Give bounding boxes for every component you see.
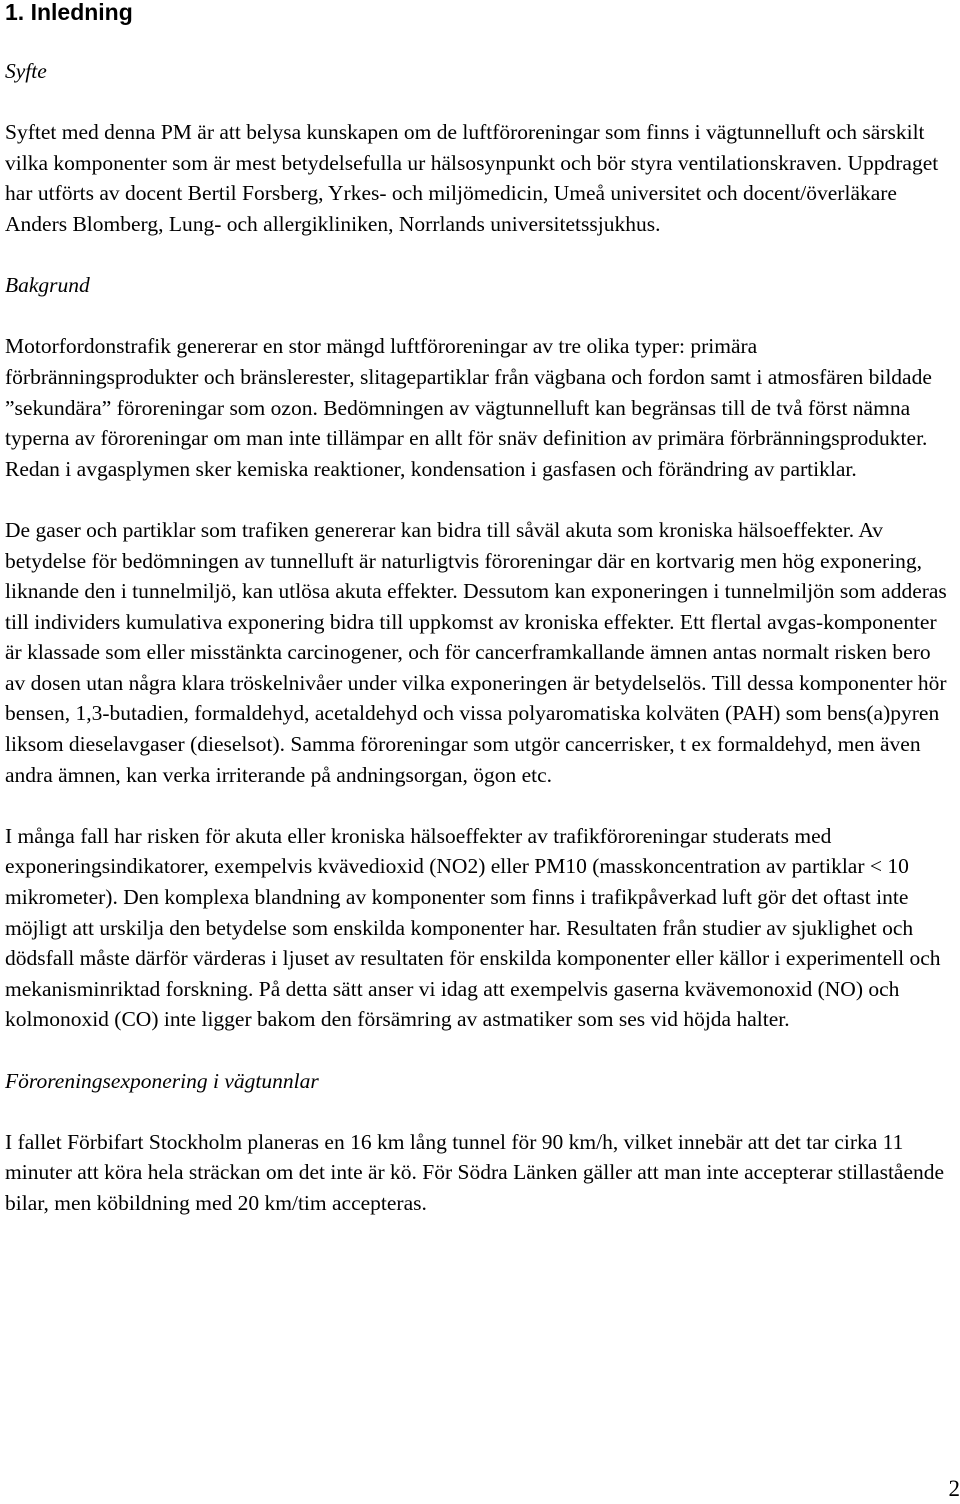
spacer <box>5 25 950 56</box>
section-heading-syfte: Syfte <box>5 59 47 83</box>
paragraph-syfte: Syftet med denna PM är att belysa kunskapen om de luftföroreningar som finns i vägtunnelluft och särskilt vilka komponenter som är mest betydelsefulla ur hälsosynpunkt och bör styra ventilationskraven. Uppdraget har utförts av docent Bertil Forsberg, Yrkes- och miljömedicin, Umeå universitet och docent/överläkare Anders Blomberg, Lung- och allergikliniken, Norrlands universitetssjukhus. <box>5 120 939 236</box>
spacer <box>5 1096 950 1127</box>
document-page <box>5 0 950 1219</box>
spacer <box>5 240 950 271</box>
spacer <box>5 301 950 332</box>
spacer <box>5 87 950 118</box>
chapter-heading: 1. Inledning <box>5 0 133 25</box>
paragraph-exponering: I fallet Förbifart Stockholm planeras en 16 km lång tunnel för 90 km/h, vilket innebär att det tar cirka 11 minuter att köra hela sträckan om det inte är kö. För Södra Länken gäller att man inte accepterar stillastående bilar, men köbildning med 20 km/tim accepteras. <box>5 1129 945 1215</box>
section-heading-bakgrund: Bakgrund <box>5 273 90 298</box>
spacer <box>5 1035 950 1066</box>
section-heading-exponering: Föroreningsexponering i vägtunnlar <box>5 1068 319 1093</box>
paragraph-bakgrund-1: Motorfordonstrafik genererar en stor mängd luftföroreningar av tre olika typer: primära förbränningsprodukter och bränslerester, slitagepartiklar från vägbana och fordon samt i atmosfären bildade ”sekundära” föroreningar som ozon. Bedömningen av vägtunnelluft kan begränsas till de två först nämna typerna av föroreningar om man inte tillämpar en allt för snäv definition av primära förbränningsprodukter. Redan i avgasplymen sker kemiska reaktioner, kondensation i gasfasen och förändring av partiklar. <box>5 334 932 481</box>
page-number: 2 <box>948 1476 960 1501</box>
spacer <box>5 484 950 515</box>
spacer <box>5 790 950 821</box>
paragraph-bakgrund-2: De gaser och partiklar som trafiken genererar kan bidra till såväl akuta som kroniska hälsoeffekter. Av betydelse för bedömningen av tunnelluft är naturligtvis föroreningar där en kortvarig men hög exponering, liknande den i tunnelmiljö, kan utlösa akuta effekter. Dessutom kan exponeringen i tunnelmiljön som adderas till individers kumulativa exponering bidra till uppkomst av kroniska effekter. Ett flertal avgas-komponenter är klassade som eller misstänkta carcinogener, och för cancerframkallande ämnen antas normalt risken bero av dosen utan några klara tröskelnivåer under vilka exponeringen är betydelselös. Till dessa komponenter hör bensen, 1,3-butadien, formaldehyd, acetaldehyd och vissa polyaromatiska kolväten (PAH) som bens(a)pyren liksom dieselavgaser (dieselsot). Samma föroreningar som utgör cancerrisker, t ex formaldehyd, men även andra ämnen, kan verka irriterande på andningsorgan, ögon etc. <box>5 517 947 787</box>
paragraph-bakgrund-3: I många fall har risken för akuta eller kroniska hälsoeffekter av trafikföroreningar studerats med exponeringsindikatorer, exempelvis kvävedioxid (NO2) eller PM10 (masskoncentration av partiklar < 10 mikrometer). Den komplexa blandning av komponenter som finns i trafikpåverkad luft gör det oftast inte möjligt att urskilja den betydelse som enskilda komponenter har. Resultaten från studier av sjuklighet och dödsfall måste därför värderas i ljuset av resultaten för enskilda komponenter eller källor i experimentell och mekanisminriktad forskning. På detta sätt anser vi idag att exempelvis gaserna kvävemonoxid (NO) och kolmonoxid (CO) inte ligger bakom den försämring av astmatiker som ses vid höjda halter. <box>5 823 941 1032</box>
